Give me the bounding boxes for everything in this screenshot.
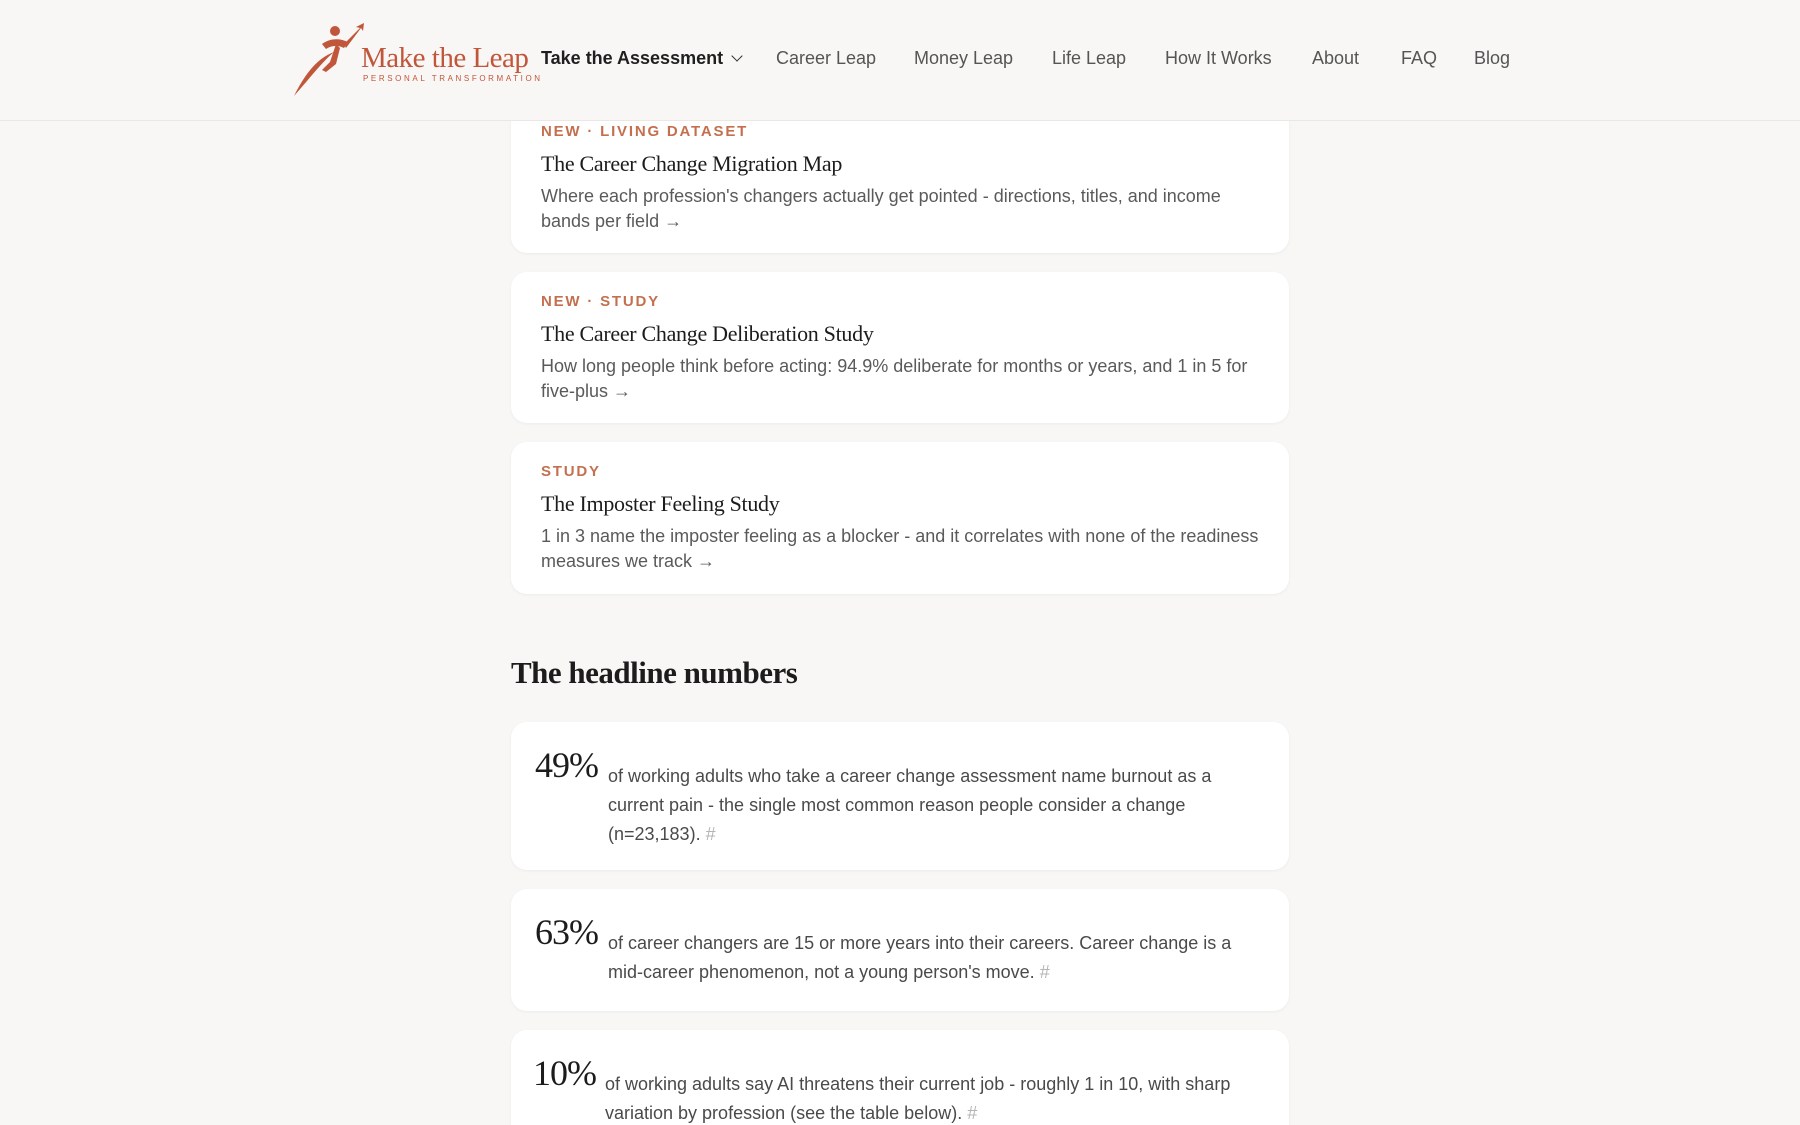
stat-value: 63% [535,912,598,952]
stat-text-body: of working adults who take a career change assessment name burnout as a current pain - the single most common reason people consider a change (n=23,183). [608,766,1212,844]
site-header [0,0,1800,121]
study-description: Where each profession's changers actually get pointed - directions, titles, and income bands per field → [541,186,1221,231]
study-kicker: STUDY [541,463,601,480]
nav-blog[interactable]: Blog [1474,48,1511,68]
study-card-imposter[interactable] [511,442,1289,594]
study-kicker: NEW · STUDY [541,293,660,310]
study-description: 1 in 3 name the imposter feeling as a blocker - and it correlates with none of the readiness measures we track → [541,526,1259,571]
stat-card-ai-threat [511,1030,1289,1125]
nav-about[interactable]: About [1312,48,1360,68]
stat-value: 49% [535,745,598,785]
logo-tagline: PERSONAL TRANSFORMATION [363,74,543,83]
nav-faq[interactable]: FAQ [1401,48,1438,68]
chevron-down-icon [731,50,742,61]
logo-name: Make the Leap [361,42,529,74]
nav-money-leap[interactable]: Money Leap [914,48,1014,68]
permalink-anchor[interactable]: # [1039,962,1050,982]
stat-text [608,929,1248,987]
stat-text-body: of working adults say AI threatens their current job - roughly 1 in 10, with sharp variation by profession (see the table below). [605,1074,1231,1123]
study-card-deliberation[interactable] [511,272,1289,423]
study-title: The Career Change Migration Map [541,151,843,176]
nav-career-leap[interactable]: Career Leap [776,48,877,68]
stat-card-mid-career [511,889,1289,1011]
study-title: The Imposter Feeling Study [541,491,780,516]
study-description: How long people think before acting: 94.9% deliberate for months or years, and 1 in 5 for five-plus → [541,356,1248,401]
section-heading: The headline numbers [511,655,798,690]
logo[interactable] [292,22,543,98]
stat-text [605,1070,1245,1125]
stat-card-burnout [511,722,1289,870]
permalink-anchor[interactable]: # [967,1103,978,1123]
nav-how-it-works[interactable]: How It Works [1165,48,1272,68]
permalink-anchor[interactable]: # [705,824,716,844]
study-title: The Career Change Deliberation Study [541,321,874,346]
stat-text [608,762,1248,849]
nav-take-assessment-label: Take the Assessment [541,48,724,68]
nav-take-assessment[interactable] [541,48,741,69]
stat-value: 10% [533,1053,596,1093]
nav-life-leap[interactable]: Life Leap [1052,48,1127,68]
stat-text-body: of career changers are 15 or more years into their careers. Career change is a mid-career phenomenon, not a young person's move. [608,933,1232,982]
study-kicker: NEW · LIVING DATASET [541,123,749,140]
leaping-figure-icon [292,22,372,98]
